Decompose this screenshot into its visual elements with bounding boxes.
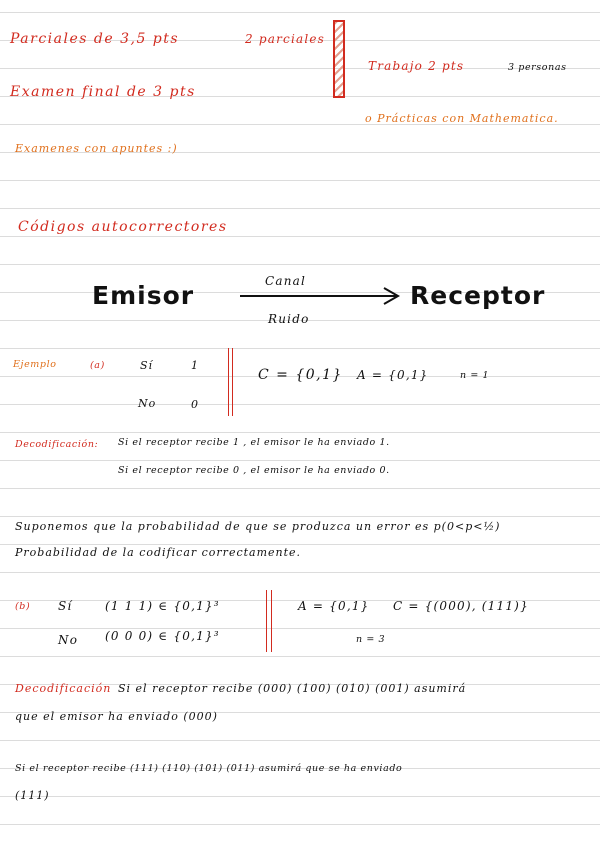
ruled-line (0, 208, 600, 209)
personas-text: 3 personas (508, 62, 567, 73)
no-value: 0 (191, 398, 199, 411)
si-value: 1 (191, 359, 199, 372)
decodificacion-line-1: Si el receptor recibe 1 , el emisor le ha enviado 1. (118, 437, 390, 448)
ejemplo-b-tag: (b) (15, 601, 31, 612)
parciales-text: Parciales de 3,5 pts (10, 31, 180, 47)
ruled-line (0, 432, 600, 433)
si-label-b: Sí (58, 599, 73, 613)
ruled-line (0, 656, 600, 657)
divider-line (271, 590, 272, 652)
n-value-b: n = 3 (356, 634, 386, 645)
ruled-line (0, 404, 600, 405)
ruled-line (0, 544, 600, 545)
c-set: C = {0,1} (258, 367, 343, 383)
no-value-b: (0 0 0) ∈ {0,1}³ (105, 629, 220, 643)
divider-line (232, 348, 233, 416)
a-set-b: A = {0,1} (298, 599, 370, 613)
ruled-line (0, 572, 600, 573)
practicas-text: o Prácticas con Mathematica. (365, 112, 559, 125)
a-set: A = {0,1} (357, 368, 429, 382)
si-label: Sí (140, 359, 154, 372)
emisor-label: Emisor (92, 281, 195, 310)
divider-line (266, 590, 267, 652)
no-label-b: No (58, 633, 79, 647)
decodificacion-label: Decodificación: (15, 439, 99, 450)
ruled-line (0, 348, 600, 349)
divider-hatch (333, 20, 345, 98)
ruido-label: Ruido (268, 312, 310, 326)
arrow-icon (238, 286, 403, 306)
ruled-line (0, 488, 600, 489)
trabajo-text: Trabajo 2 pts (368, 59, 465, 73)
decodificacion-b-line-2: que el emisor ha enviado (000) (15, 710, 218, 723)
dos-parciales-text: 2 parciales (245, 32, 326, 46)
decodificacion-line-2: Si el receptor recibe 0 , el emisor le ha enviado 0. (118, 465, 390, 476)
canal-label: Canal (265, 274, 307, 288)
divider-line (228, 348, 229, 416)
ruled-line (0, 796, 600, 797)
receptor-label: Receptor (410, 281, 546, 310)
suponemos-line-1: Suponemos que la probabilidad de que se produzca un error es p(0<p<½) (15, 520, 501, 533)
decodificacion-b-label: Decodificación (15, 682, 112, 695)
final-line-1: Si el receptor recibe (111) (110) (101) (011) asumirá que se ha enviado (15, 763, 403, 774)
codigos-title: Códigos autocorrectores (18, 219, 228, 235)
ruled-line (0, 264, 600, 265)
no-label: No (138, 397, 157, 410)
ruled-line (0, 460, 600, 461)
decodificacion-b-line-1: Si el receptor recibe (000) (100) (010) (001) asumirá (118, 682, 467, 695)
examen-final-text: Examen final de 3 pts (10, 84, 196, 100)
ejemplo-a-tag: (a) (90, 360, 105, 371)
ruled-line (0, 12, 600, 13)
ruled-line (0, 180, 600, 181)
si-value-b: (1 1 1) ∈ {0,1}³ (105, 599, 220, 613)
ruled-line (0, 516, 600, 517)
c-set-b: C = {(000), (111)} (393, 599, 529, 613)
ruled-line (0, 628, 600, 629)
ejemplo-label: Ejemplo (13, 359, 57, 370)
ruled-line (0, 740, 600, 741)
ruled-line (0, 824, 600, 825)
ruled-line (0, 236, 600, 237)
final-line-2: (111) (15, 789, 50, 802)
examenes-apuntes-text: Examenes con apuntes :) (15, 142, 178, 155)
n-value: n = 1 (460, 370, 490, 381)
suponemos-line-2: Probabilidad de la codificar correctamente. (15, 546, 302, 559)
